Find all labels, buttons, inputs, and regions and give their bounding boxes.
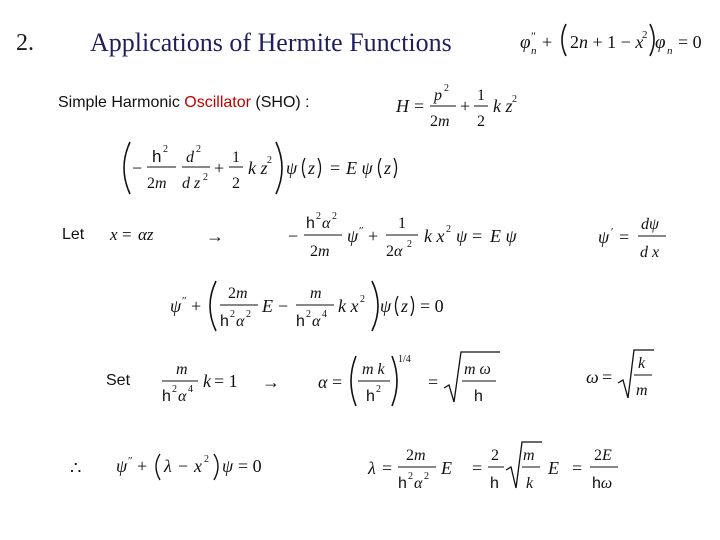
svg-text:−: − bbox=[178, 456, 189, 476]
svg-text:= 0: = 0 bbox=[678, 32, 702, 52]
svg-text:ψ: ψ bbox=[380, 296, 392, 316]
svg-text:h: h bbox=[490, 475, 499, 492]
svg-text:2m: 2m bbox=[430, 113, 450, 130]
svg-text:+: + bbox=[542, 32, 553, 52]
svg-text:h: h bbox=[306, 215, 315, 232]
svg-text:E: E bbox=[441, 458, 452, 478]
svg-text:m ω: m ω bbox=[464, 361, 491, 378]
svg-text:=: = bbox=[330, 158, 341, 178]
svg-text:=: = bbox=[472, 226, 483, 246]
svg-text:ψ: ψ bbox=[347, 226, 359, 246]
svg-text:2: 2 bbox=[232, 175, 240, 192]
svg-text:+: + bbox=[368, 226, 379, 246]
hermite-ode-equation bbox=[520, 24, 702, 57]
svg-text:2: 2 bbox=[376, 384, 381, 395]
svg-text:−: − bbox=[278, 296, 289, 316]
svg-text:H: H bbox=[396, 96, 409, 116]
set-label: Set bbox=[106, 372, 131, 389]
svg-text:= 0: = 0 bbox=[238, 456, 262, 476]
svg-text:α: α bbox=[322, 215, 331, 232]
svg-text:= 1: = 1 bbox=[214, 371, 238, 391]
svg-text:m: m bbox=[523, 447, 535, 464]
svg-text:ψ: ψ bbox=[598, 227, 610, 247]
svg-text:m k: m k bbox=[362, 361, 385, 378]
svg-text:α: α bbox=[312, 313, 321, 330]
svg-text:k z: k z bbox=[248, 158, 268, 178]
svg-text:″: ″ bbox=[128, 455, 133, 467]
svg-text:p: p bbox=[434, 87, 442, 104]
svg-text:x: x bbox=[110, 225, 118, 244]
slide-title: Applications of Hermite Functions bbox=[90, 28, 452, 57]
arrow-1: → bbox=[206, 226, 224, 246]
svg-text:2: 2 bbox=[204, 454, 209, 465]
svg-text:2: 2 bbox=[444, 83, 449, 94]
svg-text:h: h bbox=[220, 313, 229, 330]
svg-text:h: h bbox=[296, 313, 305, 330]
arrow-2: → bbox=[262, 372, 280, 392]
final-ode-equation bbox=[116, 454, 262, 480]
svg-text:k: k bbox=[526, 475, 534, 492]
svg-text:″: ″ bbox=[531, 29, 536, 43]
svg-text:α: α bbox=[414, 475, 423, 492]
svg-text:+: + bbox=[191, 296, 202, 316]
svg-text:z: z bbox=[384, 158, 392, 178]
svg-text:ψ: ψ bbox=[170, 296, 182, 316]
svg-text:2: 2 bbox=[230, 309, 235, 320]
svg-text:h: h bbox=[366, 388, 375, 405]
rearranged-equation bbox=[170, 281, 444, 331]
let-label: Let bbox=[62, 226, 85, 243]
svg-text:αz: αz bbox=[138, 225, 154, 244]
svg-text:4: 4 bbox=[188, 384, 193, 395]
svg-text:2: 2 bbox=[172, 384, 177, 395]
svg-text:″: ″ bbox=[359, 225, 364, 237]
svg-text:h: h bbox=[152, 147, 162, 166]
svg-text:2: 2 bbox=[163, 144, 168, 155]
svg-text:2: 2 bbox=[203, 172, 208, 183]
svg-text:+: + bbox=[460, 96, 471, 116]
svg-text:1/4: 1/4 bbox=[398, 354, 411, 365]
svg-text:φ: φ bbox=[520, 32, 531, 53]
therefore-symbol: ∴ bbox=[70, 458, 82, 478]
svg-text:m: m bbox=[176, 361, 188, 378]
svg-text:2: 2 bbox=[446, 224, 451, 235]
svg-text:2: 2 bbox=[246, 309, 251, 320]
svg-text:k z: k z bbox=[493, 96, 513, 116]
svg-text:2E: 2E bbox=[594, 447, 612, 464]
svg-text:ψ: ψ bbox=[286, 158, 298, 178]
svg-text:+: + bbox=[137, 456, 148, 476]
svg-text:ψ: ψ bbox=[456, 226, 468, 246]
svg-text:h: h bbox=[398, 475, 407, 492]
svg-text:E: E bbox=[548, 458, 559, 478]
svg-text:d z: d z bbox=[182, 175, 201, 192]
svg-text:=: = bbox=[619, 227, 630, 247]
svg-text:=: = bbox=[414, 96, 425, 116]
subtitle-prefix: Simple Harmonic bbox=[58, 94, 185, 111]
svg-text:k: k bbox=[203, 371, 211, 391]
svg-text:2: 2 bbox=[306, 309, 311, 320]
svg-text:φ: φ bbox=[655, 32, 666, 53]
svg-text:2m: 2m bbox=[147, 175, 167, 192]
schrodinger-z-equation bbox=[124, 142, 397, 194]
svg-text:2: 2 bbox=[642, 29, 648, 41]
subtitle-suffix: (SHO) : bbox=[250, 94, 310, 111]
svg-text:2m: 2m bbox=[310, 243, 330, 260]
svg-text:k x: k x bbox=[424, 226, 445, 246]
svg-text:2: 2 bbox=[491, 447, 499, 464]
svg-text:h: h bbox=[474, 388, 483, 405]
svg-text:k x: k x bbox=[338, 296, 359, 316]
svg-text:α: α bbox=[318, 372, 328, 392]
svg-text:E: E bbox=[262, 296, 273, 316]
svg-text:2: 2 bbox=[316, 211, 321, 222]
svg-text:z: z bbox=[308, 158, 316, 178]
schrodinger-x-equation bbox=[288, 211, 517, 260]
svg-text:n: n bbox=[667, 45, 673, 57]
svg-text:″: ″ bbox=[182, 295, 187, 307]
svg-text:2: 2 bbox=[360, 294, 365, 305]
svg-text:λ: λ bbox=[368, 458, 376, 478]
svg-text:2: 2 bbox=[512, 94, 517, 105]
svg-text:−: − bbox=[132, 158, 143, 178]
svg-text:2m: 2m bbox=[228, 285, 248, 302]
derivative-definition bbox=[598, 216, 666, 261]
alpha-equation bbox=[318, 352, 500, 406]
svg-text:= 0: = 0 bbox=[420, 296, 444, 316]
svg-text:α: α bbox=[236, 313, 245, 330]
condition-equation bbox=[162, 361, 238, 405]
svg-text:=: = bbox=[382, 458, 393, 478]
svg-text:−: − bbox=[288, 226, 299, 246]
svg-text:E ψ: E ψ bbox=[490, 226, 517, 246]
svg-text:ψ: ψ bbox=[222, 456, 234, 476]
svg-text:+: + bbox=[214, 158, 225, 178]
svg-text:α: α bbox=[178, 388, 187, 405]
svg-text:2: 2 bbox=[407, 239, 412, 250]
svg-text:ψ: ψ bbox=[116, 456, 128, 476]
svg-text:1: 1 bbox=[232, 149, 240, 166]
svg-text:n: n bbox=[531, 45, 537, 57]
svg-text:λ: λ bbox=[164, 456, 172, 476]
substitution-equation bbox=[109, 225, 154, 244]
svg-text:d x: d x bbox=[640, 244, 660, 261]
hamiltonian-equation bbox=[395, 83, 517, 130]
svg-text:hω: hω bbox=[592, 475, 613, 492]
svg-text:=: = bbox=[122, 225, 132, 244]
svg-text:2n + 1 − x: 2n + 1 − x bbox=[570, 32, 644, 52]
svg-text:k: k bbox=[638, 355, 646, 372]
svg-text:2: 2 bbox=[424, 471, 429, 482]
svg-text:2: 2 bbox=[267, 155, 272, 166]
svg-text:x: x bbox=[194, 456, 202, 476]
svg-text:2: 2 bbox=[196, 144, 201, 155]
svg-text:=: = bbox=[472, 458, 483, 478]
svg-text:1: 1 bbox=[477, 87, 485, 104]
svg-text:E ψ: E ψ bbox=[346, 158, 373, 178]
svg-text:m: m bbox=[636, 382, 648, 399]
svg-text:′: ′ bbox=[611, 226, 614, 238]
svg-text:h: h bbox=[162, 388, 171, 405]
subtitle-highlight: Oscillator bbox=[184, 94, 251, 111]
svg-text:ω: ω bbox=[586, 367, 599, 387]
lambda-equation bbox=[367, 442, 618, 492]
omega-equation bbox=[586, 350, 654, 399]
svg-text:4: 4 bbox=[322, 309, 327, 320]
svg-text:=: = bbox=[572, 458, 583, 478]
svg-text:2m: 2m bbox=[406, 447, 426, 464]
svg-text:=: = bbox=[332, 372, 343, 392]
svg-text:2: 2 bbox=[332, 211, 337, 222]
svg-text:=: = bbox=[602, 367, 613, 387]
slide-number: 2. bbox=[16, 30, 34, 56]
svg-text:m: m bbox=[310, 285, 322, 302]
svg-text:d: d bbox=[186, 149, 194, 166]
svg-text:1: 1 bbox=[398, 215, 406, 232]
svg-text:2: 2 bbox=[477, 113, 485, 130]
svg-text:2: 2 bbox=[408, 471, 413, 482]
svg-text:dψ: dψ bbox=[641, 216, 659, 233]
svg-text:2α: 2α bbox=[386, 243, 403, 260]
svg-text:z: z bbox=[401, 296, 409, 316]
svg-text:=: = bbox=[428, 372, 439, 392]
